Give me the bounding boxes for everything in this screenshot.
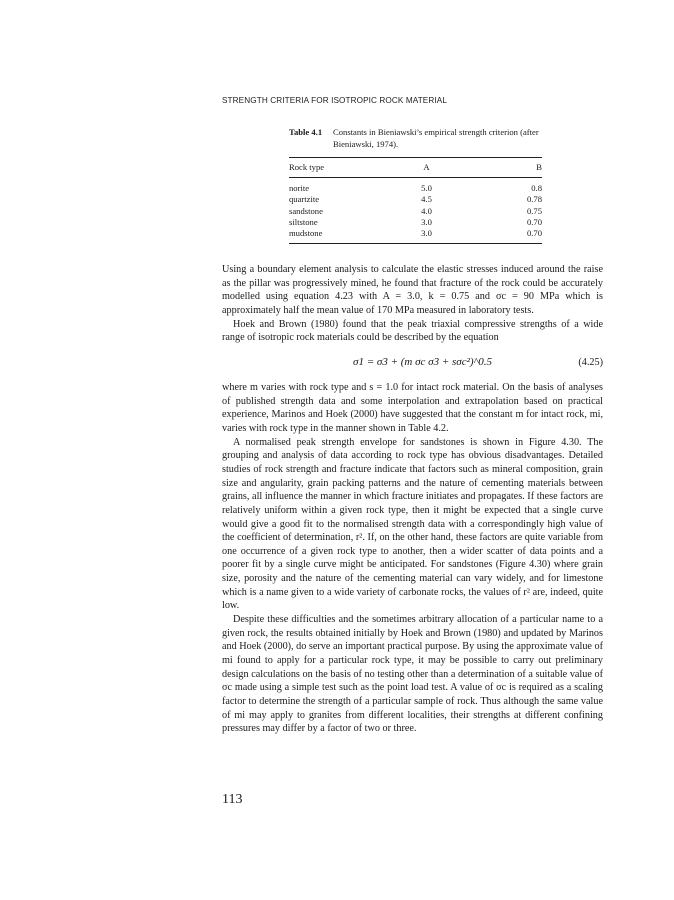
cell-b: 0.70: [526, 216, 542, 227]
cell-rock-type: quartzite: [289, 194, 320, 205]
table-row: [289, 178, 542, 195]
cell-b: 0.75: [526, 205, 542, 216]
cell-a: 3.0: [421, 216, 432, 227]
paragraph-hoek-brown: Hoek and Brown (1980) found that the peak triaxial compressive strengths of a wide range of isotropic rock materials could be described by the equation: [222, 318, 603, 344]
column-header-b: B: [454, 158, 542, 178]
constants-table: [289, 157, 542, 244]
cell-a: 4.5: [421, 194, 432, 205]
column-header-rock-type: Rock type: [289, 158, 399, 178]
equation-4-25: [222, 345, 603, 381]
table-header-row: [289, 158, 542, 178]
equation-text: σ1 = σ3 + (m σc σ3 + sσc²)^0.5: [353, 356, 492, 369]
cell-b: 0.78: [526, 194, 542, 205]
table-caption: [289, 127, 542, 150]
paragraph-where-m: where m varies with rock type and s = 1.0 for intact rock material. On the basis of analyses of published strength data and some interpolation and extrapolation based on practical experience, Marinos and Hoek (2000) have suggested that the constant m for intact rock, mi, varies with rock type in the manner shown in Table 4.2.: [222, 381, 603, 434]
table-4-1: [289, 127, 542, 244]
body-text: [222, 263, 603, 736]
paragraph-despite-difficulties: Despite these difficulties and the sometimes arbitrary allocation of a particular name to a given rock, the results obtained initially by Hoek and Brown (1980) and updated by Marinos and Hoek (2000), do serve an important practical purpose. By using the approximate value of mi found to apply for a particular rock type, it may be possible to carry out preliminary design calculations on the basis of no testing other than a determination of a suitable value of σc made using a simple test such as the point load test. A value of σc is required as a scaling factor to determine the strength of a particular sample of rock. Thus although the same value of mi may apply to granites from different localities, their strengths at different confining pressures may differ by a factor of two or three.: [222, 614, 603, 735]
paragraph-boundary-element: Using a boundary element analysis to calculate the elastic stresses induced around the raise as the pillar was progressively mined, he found that fracture of the rock could be accurately modelled using equation 4.23 with A = 3.0, k = 0.75 and σc = 90 MPa which is approximately half the mean value of 170 MPa measured in laboratory tests.: [222, 264, 603, 316]
page-number: 113: [222, 792, 243, 807]
equation-number: (4.25): [578, 356, 603, 368]
table-row: [289, 194, 542, 205]
paragraph-normalised-envelope: A normalised peak strength envelope for sandstones is shown in Figure 4.30. The grouping and analysis of data according to rock type has obvious disadvantages. Detailed studies of rock strength and fracture indicate that factors such as mineral composition, grain size and angularity, grain packing patterns and the nature of cementing materials between grains, all influence the manner in which fracture initiates and propagates. If these factors are relatively uniform within a given rock type, then it might be expected that a single curve would give a good fit to the normalised strength data with a correspondingly high value of the coefficient of determination, r². If, on the other hand, these factors are quite variable from one occurrence of a given rock type to another, then a wider scatter of data points and a poorer fit by a single curve might be anticipated. For sandstones (Figure 4.30) where grain size, porosity and the nature of the cementing material can vary widely, and for limestone which is a name given to a wide variety of carbonate rocks, the values of r² are, indeed, quite low.: [222, 436, 603, 612]
cell-a: 5.0: [421, 183, 432, 194]
column-header-a: A: [399, 158, 454, 178]
table-row: [289, 206, 542, 217]
cell-a: 4.0: [421, 205, 432, 216]
cell-rock-type: norite: [289, 183, 310, 194]
table-row: [289, 228, 542, 244]
cell-b: 0.70: [454, 228, 542, 244]
cell-a: 3.0: [399, 228, 454, 244]
cell-rock-type: mudstone: [289, 228, 399, 244]
table-caption-text: Constants in Bieniawski’s empirical strength criterion (after Bieniawski, 1974).: [333, 127, 539, 149]
running-header: STRENGTH CRITERIA FOR ISOTROPIC ROCK MATERIAL: [222, 96, 447, 105]
table-row: [289, 217, 542, 228]
cell-rock-type: siltstone: [289, 216, 318, 227]
cell-rock-type: sandstone: [289, 205, 323, 216]
cell-b: 0.8: [531, 183, 542, 194]
table-number: Table 4.1: [289, 127, 323, 137]
